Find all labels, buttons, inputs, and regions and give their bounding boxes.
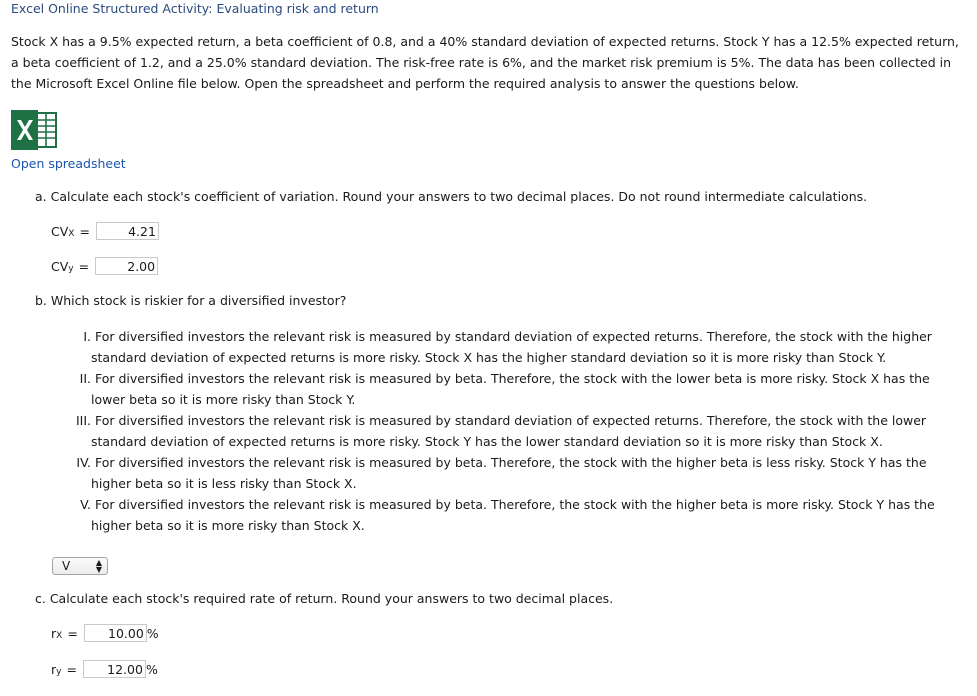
ry-subscript: y bbox=[56, 667, 62, 677]
cvy-input[interactable]: 2.00 bbox=[95, 257, 158, 275]
ry-input[interactable]: 12.00 bbox=[83, 660, 146, 678]
option-text: For diversified investors the relevant risk is measured by beta. Therefore, the stock with the lower beta is more risky. Stock X has the lower beta so it is more risky than Stock Y. bbox=[91, 371, 930, 407]
option-number: I. bbox=[83, 329, 91, 344]
question-b-text: b. Which stock is riskier for a diversified investor? bbox=[35, 293, 347, 308]
cvy-equals: = bbox=[78, 258, 90, 274]
option-text: For diversified investors the relevant risk is measured by beta. Therefore, the stock with the higher beta is more risky. Stock Y has the higher beta so it is more risky than Stock X. bbox=[91, 497, 935, 533]
option-i bbox=[66, 326, 961, 368]
question-a bbox=[35, 189, 868, 274]
option-number: III. bbox=[75, 413, 91, 428]
page-title: Excel Online Structured Activity: Evaluating risk and return bbox=[11, 1, 379, 16]
option-number: II. bbox=[79, 371, 91, 386]
rx-equals: = bbox=[67, 625, 78, 641]
cvx-input[interactable]: 4.21 bbox=[96, 222, 159, 240]
option-text: For diversified investors the relevant risk is measured by standard deviation of expected returns. Therefore, the stock with the lower standard deviation of expected returns is more risky. Stock Y has the lower standard deviation so it is more risky than Stock X. bbox=[91, 413, 927, 449]
ry-row bbox=[51, 660, 158, 678]
option-number: IV. bbox=[76, 455, 91, 470]
rx-row bbox=[51, 624, 159, 642]
rx-unit: % bbox=[146, 625, 159, 641]
problem-statement: Stock X has a 9.5% expected return, a beta coefficient of 0.8, and a 40% standard deviation of expected returns. Stock Y has a 12.5% expected return, a beta coefficient of 1.2, and a 25.0% standard deviation. The risk-free rate is 6%, and the market risk premium is 5%. The data has been collected in the Microsoft Excel Online file below. Open the spreadsheet and perform the required analysis to answer the questions below. bbox=[11, 34, 959, 91]
answer-select-value: V bbox=[62, 559, 71, 573]
option-text: For diversified investors the relevant risk is measured by beta. Therefore, the stock with the higher beta is less risky. Stock Y has the higher beta so it is less risky than Stock X. bbox=[91, 455, 927, 491]
question-c-text: c. Calculate each stock's required rate of return. Round your answers to two decimal places. bbox=[35, 591, 614, 606]
ry-equals: = bbox=[66, 661, 77, 677]
cvy-row bbox=[51, 257, 158, 275]
answer-options bbox=[66, 326, 961, 536]
up-down-arrows-icon: ▲ ▼ bbox=[95, 558, 102, 574]
option-text: For diversified investors the relevant risk is measured by standard deviation of expected returns. Therefore, the stock with the higher standard deviation of expected returns is more risky. Stock X has the higher standard deviation so it is more risky than Stock Y. bbox=[91, 329, 932, 365]
cvx-equals: = bbox=[79, 223, 90, 239]
cvx-row bbox=[51, 222, 159, 240]
option-ii bbox=[66, 368, 961, 410]
cvx-label: CV bbox=[51, 223, 69, 239]
option-iv bbox=[66, 452, 961, 494]
rx-input[interactable]: 10.00 bbox=[84, 624, 147, 642]
question-a-text: a. Calculate each stock's coefficient of variation. Round your answers to two decimal places. Do not round intermediate calculations. bbox=[35, 189, 868, 204]
rx-label: r bbox=[51, 625, 57, 641]
cvy-subscript: y bbox=[68, 264, 74, 274]
cvy-label: CV bbox=[51, 258, 69, 274]
excel-icon[interactable] bbox=[11, 110, 57, 150]
ry-unit: % bbox=[145, 661, 158, 677]
rx-subscript: X bbox=[56, 631, 63, 641]
ry-label: r bbox=[51, 661, 57, 677]
option-v bbox=[66, 494, 961, 536]
open-spreadsheet-link[interactable]: Open spreadsheet bbox=[11, 156, 126, 171]
cvx-subscript: X bbox=[68, 229, 75, 239]
option-iii bbox=[66, 410, 961, 452]
answer-select[interactable] bbox=[52, 557, 108, 575]
question-c bbox=[35, 591, 614, 677]
option-number: V. bbox=[80, 497, 91, 512]
